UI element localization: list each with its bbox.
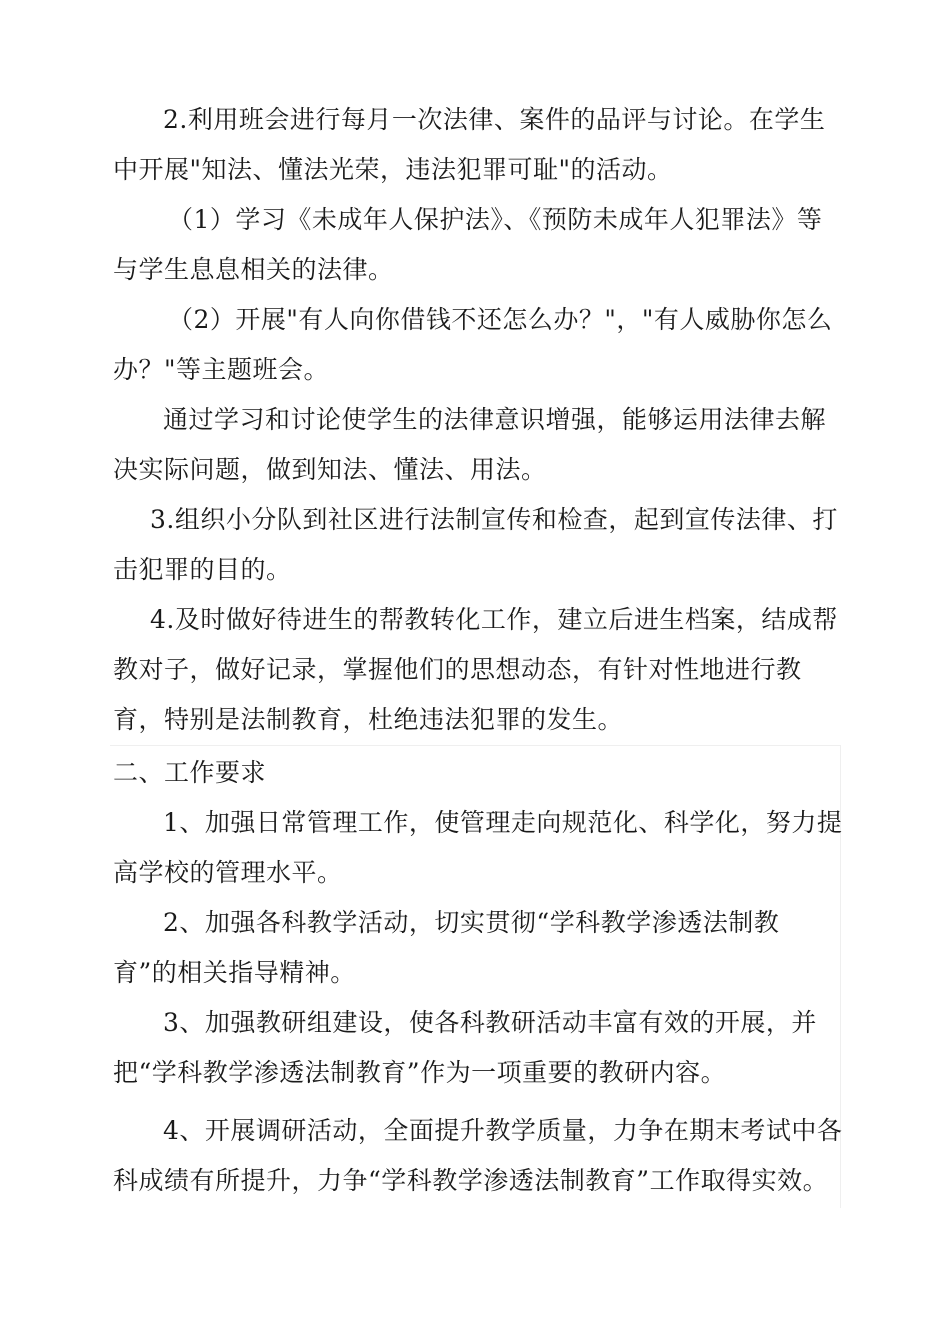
paragraph-study-laws: （1）学习《未成年人保护法》、《预防未成年人犯罪法》等与学生息息相关的法律。 xyxy=(113,205,823,284)
paragraph-student-help: 4.及时做好待进生的帮教转化工作，建立后进生档案，结成帮教对子，做好记录，掌握他们的思想动态，有针对性地进行教育，特别是法制教育，杜绝违法犯罪的发生。 xyxy=(113,605,838,734)
paragraph-class-meeting: 2.利用班会进行每月一次法律、案件的品评与讨论。在学生中开展"知法、懂法光荣，违法犯罪可耻"的活动。 xyxy=(113,105,826,184)
paragraph-community-team: 3.组织小分队到社区进行法制宣传和检查，起到宣传法律、打击犯罪的目的。 xyxy=(113,505,838,584)
paragraph-legal-awareness: 通过学习和讨论使学生的法律意识增强，能够运用法律去解决实际问题，做到知法、懂法、用法。 xyxy=(113,405,827,484)
section-heading: 二、工作要求 xyxy=(113,758,267,787)
requirement-item-4: 4、开展调研活动，全面提升教学质量，力争在期末考试中各科成绩有所提升，力争“学科教学渗透法制教育”工作取得实效。 xyxy=(113,1116,843,1195)
requirement-item-1: 1、加强日常管理工作，使管理走向规范化、科学化，努力提高学校的管理水平。 xyxy=(113,808,843,887)
requirement-item-2: 2、加强各科教学活动，切实贯彻“学科教学渗透法制教育”的相关指导精神。 xyxy=(113,908,780,987)
requirement-item-3: 3、加强教研组建设，使各科教研活动丰富有效的开展，并把“学科教学渗透法制教育”作为一项重要的教研内容。 xyxy=(113,1008,817,1087)
paragraph-theme-meetings: （2）开展"有人向你借钱不还怎么办？"，"有人威胁你怎么办？"等主题班会。 xyxy=(113,305,833,384)
